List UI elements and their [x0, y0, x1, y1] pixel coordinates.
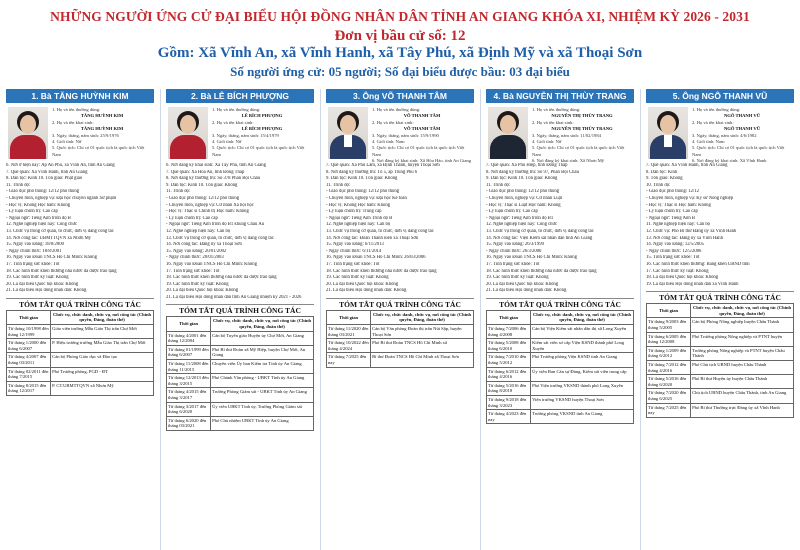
bio-line: 12. Nghề nghiệp hiện nay: Công chức [6, 222, 78, 228]
career-time: Từ tháng 4/2015 đến tháng 3/2017 [167, 388, 211, 402]
career-row [647, 346, 794, 360]
bio-line: - Giáo dục phổ thông: 12/12 phổ thông [166, 195, 240, 201]
candidate-column [166, 89, 314, 550]
career-role: Phó Chủ nhiệm UBKT Tỉnh ủy An Giang [211, 416, 314, 430]
photo-face [500, 115, 516, 134]
career-time: Từ tháng 5/2016 đến tháng 6/2020 [647, 375, 691, 389]
bio-line: 18. Các hình thức khen thưởng nhà nước đã được trao tặng [166, 275, 277, 281]
career-header-time: Thời gian [167, 317, 211, 331]
bio-line: 13. Chức vụ trong cơ quan, tổ chức, đơn vị đang công tác [326, 228, 434, 234]
career-role: Phó Bí thư Huyện ủy huyện Châu Thành [691, 375, 794, 389]
bio-line: 14. Nơi công tác: Đảng ủy xã Thoại Sơn [166, 242, 242, 248]
career-summary-title: TÓM TẮT QUÁ TRÌNH CÔNG TÁC [326, 298, 474, 310]
info-line: 2. Họ và tên khai sinh: [692, 119, 734, 125]
career-row [167, 374, 314, 388]
page-title: NHỮNG NGƯỜI ỨNG CỬ ĐẠI BIỂU HỘI ĐỒNG NHÂN DÂN TỈNH AN GIANG KHÓA XI, NHIỆM KỲ 2026 - 2031 [50, 9, 750, 24]
career-role: Cán bộ Tuyên giáo Huyện ủy Chợ Mới, An Giang [211, 331, 314, 345]
candidate-basic-info [212, 107, 312, 158]
candidate-counts: Số người ứng cử: 05 người; Số đại biểu được bầu: 03 đại biểu [230, 64, 570, 79]
photo-clothing [10, 135, 46, 159]
bio-line: - Giáo dục phổ thông: 12/12 phổ thông [486, 189, 560, 195]
info-line: NGÔ THANH VŨ [723, 113, 761, 119]
bio-line: - Ngoại ngữ: Tiếng Anh trình độ B1 [486, 215, 554, 221]
career-row [327, 339, 474, 353]
bio-line: 7. Quê quán: Xã Phú Hiệp, tỉnh Đồng Tháp [486, 163, 568, 168]
info-line: 3. Ngày, tháng, năm sinh: 25/9/1976 [52, 132, 119, 138]
candidate-basic-info [692, 107, 792, 165]
career-role: Phó Bí thư Thường trực Đảng ủy xã Vĩnh Hanh [691, 403, 794, 417]
career-time: Từ tháng 9/2018 đến tháng 3/2023 [487, 396, 531, 410]
bio-line: 15. Ngày vào Đảng: 18/8/2000 [6, 242, 64, 248]
bio-line: - Lý luận chính trị: Trung cấp [326, 209, 382, 215]
photo-face [20, 115, 36, 134]
bio-line: 17. Tình trạng sức khỏe: Tốt [6, 261, 60, 267]
career-row [7, 381, 154, 395]
bio-line: - Học vị: Thạc sĩ Chính trị Học hàm: Không [166, 209, 249, 215]
candidate-column [486, 89, 634, 550]
bio-line: 16. Ngày vào Đoàn TNCS Hồ Chí Minh: Không [6, 255, 97, 261]
career-time: Từ tháng 3/2017 đến tháng 6/2020 [167, 402, 211, 416]
candidate-heading: 5. Ông NGÔ THANH VŨ [646, 89, 794, 103]
bio-line: - Ngày chính thức: 26/3/2000 [486, 248, 542, 254]
career-row [647, 318, 794, 332]
career-row [167, 416, 314, 430]
info-line: NGUYỄN THỊ THÙY TRANG [551, 126, 613, 132]
bio-line: 20. Là đại biểu Quốc hội khóa: Không [326, 281, 399, 287]
bio-line: 17. Tình trạng sức khỏe: Tốt [326, 261, 380, 267]
career-row [647, 403, 794, 417]
career-time: Từ tháng 7/2012 đến tháng 4/2016 [647, 361, 691, 375]
career-summary-title: TÓM TẮT QUÁ TRÌNH CÔNG TÁC [486, 298, 634, 310]
bio-line: 14. Nơi công tác: Đoàn Thanh niên xã Thoại Sơn [326, 235, 419, 241]
bio-line: 19. Các hình thức kỷ luật: Không [166, 281, 229, 287]
info-line: 4. Giới tính: Nữ [52, 139, 82, 145]
career-table [486, 310, 634, 425]
bio-line: - Chuyên môn, nghiệp vụ: Cử nhân Luật [486, 195, 562, 201]
bio-line: - Giáo dục phổ thông: 12/12 phổ thông [6, 189, 80, 195]
bio-line: 8. Dân tộc: Kinh 10. Tôn giáo: Phật giáo [6, 176, 83, 182]
career-time: Từ tháng 6/2012 đến tháng 4/2016 [487, 367, 531, 381]
info-line: 1. Họ và tên thường dùng: [372, 107, 421, 112]
career-row [7, 325, 154, 339]
candidate-basic-info [372, 107, 472, 165]
bio-line: - Học vị: Không Học hàm: Không [326, 202, 391, 208]
candidate-heading: 4. Bà NGUYỄN THỊ THÙY TRANG [486, 89, 634, 103]
bio-line: 19. Các hình thức kỷ luật: Không [486, 275, 549, 281]
career-row [647, 361, 794, 375]
info-line: 3. Ngày, tháng, năm sinh: 15/9/1990 [372, 132, 439, 138]
info-line: TĂNG HUỲNH KIM [80, 113, 124, 119]
bio-line: 12. Nghề nghiệp hiện nay: Công chức [486, 222, 558, 228]
bio-line: 7. Quê quán: Xã Hòa An, tỉnh Đồng Tháp [166, 169, 245, 175]
career-row [487, 396, 634, 410]
candidate-photo [488, 107, 528, 159]
bio-line: 19. Là đại biểu Hội đồng nhân dân xã Vĩnh Hanh [646, 281, 739, 287]
bio-line: - Học vị: Thạc sĩ Học hàm: Không [646, 202, 711, 208]
career-time: Từ tháng 5/2016 đến tháng 8/2018 [487, 381, 531, 395]
info-line: 6. Nơi đăng ký khai sinh: Xã Hòa Hảo, tỉnh An Giang [372, 158, 472, 164]
career-row [7, 367, 154, 381]
info-line: 2. Họ và tên khai sinh: [212, 119, 254, 125]
photo-clothing [490, 135, 526, 159]
bio-line: 12. Nghề nghiệp hiện nay: Cán bộ [166, 228, 231, 234]
bio-line: 16. Các hình thức khen thưởng: Bằng khen UBND tỉnh [646, 261, 750, 267]
info-line: 4. Giới tính: Nam [692, 139, 725, 145]
candidate-profile [646, 107, 794, 164]
career-time: Từ tháng 10/2022 đến tháng 4/2024 [327, 339, 371, 353]
column-divider [480, 89, 481, 550]
info-line: 4. Giới tính: Nữ [532, 139, 562, 145]
bio-line: 9. Dân tộc: Kinh 10. Tôn giáo: Không [486, 176, 558, 182]
career-time: Từ tháng 11/2008 đến tháng 11/2015 [167, 360, 211, 374]
photo-shirt [344, 135, 352, 147]
candidate-biography [326, 163, 474, 295]
career-time: Từ tháng 5/2008 đến tháng 6/2010 [487, 339, 531, 353]
column-divider [160, 89, 161, 550]
info-line: 1. Họ và tên thường dùng: [692, 107, 741, 112]
candidate-profile [6, 107, 154, 161]
info-line: 1. Họ và tên thường dùng: [212, 107, 261, 112]
career-header-role: Chức vụ, chức danh, chức vụ, nơi công tác (Chính quyền, Đảng, đoàn thể) [51, 310, 154, 324]
career-role: Trưởng phòng VKSND tỉnh An Giang [531, 410, 634, 424]
candidate-biography [166, 163, 314, 301]
info-line: 5. Quốc tịch: Chỉ có 01 quốc tịch là quốc tịch Việt Nam [372, 145, 465, 157]
career-role: Cán bộ Viện Kiểm sát nhân dân thị xã Long Xuyên [531, 325, 634, 339]
bio-line: 19. Các hình thức kỷ luật: Không [6, 275, 69, 281]
bio-line: 14. Ngày vào Đảng: 12/5/2005 [646, 242, 704, 248]
career-header-time: Thời gian [647, 304, 691, 318]
bio-line: 11. Trình độ: [326, 182, 351, 188]
bio-line: 13. Nơi công tác: Đảng ủy xã Vĩnh Hanh [646, 235, 723, 241]
info-line: 6. Nơi đăng ký khai sinh: Xã Nhơn Mỹ [532, 158, 605, 164]
career-row [487, 381, 634, 395]
info-line: 5. Quốc tịch: Chỉ có 01 quốc tịch là quốc tịch Việt Nam [52, 145, 145, 157]
career-time: Từ tháng 7/2020 đến tháng 6/2025 [647, 389, 691, 403]
candidate-heading: 2. Bà LÊ BÍCH PHƯỢNG [166, 89, 314, 103]
career-time: Từ tháng 8/2015 đến tháng 12/2017 [7, 381, 51, 395]
career-row [647, 389, 794, 403]
bio-line: 7. Quê quán: Xã Vĩnh Hanh, tỉnh An Giang [646, 163, 728, 168]
career-header-time: Thời gian [7, 310, 51, 324]
bio-line: 16. Ngày vào Đoàn TNCS Hồ Chí Minh: Không [486, 255, 577, 261]
bio-line: 13. Chức vụ trong cơ quan, tổ chức, đơn vị đang công tác [6, 228, 114, 234]
career-role: Cán bộ Văn phòng Đoàn thị trấn Núi Sập, huyện Thoại Sơn [371, 325, 474, 339]
bio-line: 12. Chức vụ: Phó Bí thư Đảng ủy xã Vĩnh Hanh [646, 228, 737, 234]
bio-line: 18. Các hình thức khen thưởng nhà nước đã được trao tặng [486, 268, 597, 274]
column-divider [640, 89, 641, 550]
info-line: LÊ BÍCH PHƯỢNG [241, 113, 283, 119]
info-line: 2. Họ và tên khai sinh: [532, 119, 574, 125]
career-row [487, 410, 634, 424]
career-table [6, 310, 154, 396]
info-line: TĂNG HUỲNH KIM [80, 126, 124, 132]
career-row [167, 402, 314, 416]
career-role: Trưởng Phòng Giám sát - UBKT Tỉnh ủy An Giang [211, 388, 314, 402]
career-row [487, 339, 634, 353]
info-line: 3. Ngày, tháng, năm sinh: 11/02/1984 [532, 132, 601, 138]
bio-line: - Ngày chính thức: 20/01/2003 [166, 255, 224, 261]
career-row [7, 339, 154, 353]
career-row [167, 360, 314, 374]
career-summary-title: TÓM TẮT QUÁ TRÌNH CÔNG TÁC [166, 304, 314, 316]
candidate-biography [646, 163, 794, 288]
career-row [327, 353, 474, 367]
career-row [7, 353, 154, 367]
bio-line: 17. Tình trạng sức khỏe: Tốt [166, 268, 220, 274]
bio-line: 9. Dân tộc: Kinh 10. Tôn giáo: Không [166, 182, 238, 188]
bio-line: - Ngày chính thức: 12/5/2006 [646, 248, 702, 254]
career-role: Ủy viên Ban Cán sự Đảng, Kiểm sát viên trung cấp [531, 367, 634, 381]
career-role: Trưởng phòng Nông nghiệp và PTNT huyện Châu Thành [691, 346, 794, 360]
bio-line: 11. Nghề nghiệp hiện nay: Cán bộ [646, 222, 711, 228]
career-role: Chủ tịch UBND huyện Châu Thành, tỉnh An Giang [691, 389, 794, 403]
career-time: Từ tháng 7/2025 đến nay [647, 403, 691, 417]
photo-shirt [664, 135, 672, 147]
bio-line: - Ngày chính thức: 6/11/2014 [326, 248, 382, 254]
bio-line: 17. Các hình thức kỷ luật: Không [646, 268, 709, 274]
career-time: Từ tháng 10/1998 đến tháng 12/1999 [7, 325, 51, 339]
info-line: 3. Ngày, tháng, năm sinh: 15/4/1979 [212, 132, 279, 138]
career-time: Từ tháng 1/2000 đến tháng 6/2007 [7, 339, 51, 353]
career-time: Từ tháng 7/2025 đến nay [327, 353, 371, 367]
bio-line: - Chuyên môn, nghiệp vụ: Kỹ sư Nông nghiệp [646, 195, 734, 201]
career-header-role: Chức vụ, chức danh, chức vụ, nơi công tác (Chính quyền, Đảng, đoàn thể) [531, 310, 634, 324]
info-line: VÕ THANH TÂM [403, 113, 441, 119]
career-time: Từ tháng 4/2023 đến nay [487, 410, 531, 424]
bio-line: - Chuyên môn, nghiệp vụ: Đại học chuyên ngành Sư phạm [6, 195, 117, 201]
bio-line: - Lý luận chính trị: Cao cấp [486, 209, 538, 215]
bio-line: - Giáo dục phổ thông: 12/12 [646, 189, 699, 195]
bio-line: 12. Nghề nghiệp hiện nay: Cán bộ [326, 222, 391, 228]
career-row [487, 353, 634, 367]
bio-line: 14. Nơi công tác: Viện Kiểm sát nhân dân tỉnh An Giang [486, 235, 593, 241]
candidate-column [326, 89, 474, 550]
candidate-photo [648, 107, 688, 159]
bio-line: 7. Quê quán: Xã Vĩnh Hanh, tỉnh An Giang [6, 169, 88, 175]
bio-line: 21. Là đại biểu Hội đồng nhân dân: Không [326, 288, 407, 294]
career-time: Từ tháng 02/2011 đến tháng 7/2015 [7, 367, 51, 381]
candidate-heading: 1. Bà TĂNG HUỲNH KIM [6, 89, 154, 103]
career-header-role: Chức vụ, chức danh, chức vụ, nơi công tác (Chính quyền, Đảng, đoàn thể) [691, 304, 794, 318]
candidate-profile [166, 107, 314, 161]
bio-line: 17. Tình trạng sức khỏe: Tốt [486, 261, 540, 267]
bio-line: 20. Là đại biểu Quốc hội khóa: Không [486, 281, 559, 287]
career-time: Từ tháng 9/2003 đến tháng 5/2005 [647, 318, 691, 332]
career-time: Từ tháng 6/2005 đến tháng 12/2008 [647, 332, 691, 346]
bio-line: 13. Chức vụ trong cơ quan, tổ chức, đơn vị đang công tác [166, 235, 274, 241]
career-row [647, 332, 794, 346]
bio-line: - Học vị: Thạc sĩ Luật Học hàm: Không [486, 202, 561, 208]
bio-line: - Ngoại ngữ: Tiếng Anh trình độ B1 khung Châu Âu [166, 222, 265, 228]
bio-line: - Giáo dục phổ thông: 12/12 phổ thông [326, 189, 400, 195]
career-time: Từ tháng 01/1999 đến tháng 6/2007 [167, 345, 211, 359]
bio-line: 18. Là đại biểu Quốc hội khóa: Không [646, 275, 719, 281]
photo-face [180, 115, 196, 134]
career-role: P. Hiệu trưởng trường Mẫu Giáo Thị trấn Chợ Mới [51, 339, 154, 353]
career-summary-title: TÓM TẮT QUÁ TRÌNH CÔNG TÁC [646, 291, 794, 303]
bio-line: - Lý luận chính trị: Cao cấp [166, 215, 218, 221]
bio-line: - Ngoại ngữ: Tiếng Anh trình độ B [6, 215, 71, 221]
bio-line: 11. Trình độ: [6, 182, 31, 188]
bio-line: - Ngày chính thức: 18/8/2001 [6, 248, 62, 254]
career-header-role: Chức vụ, chức danh, chức vụ, nơi công tác (Chính quyền, Đảng, đoàn thể) [371, 310, 474, 324]
career-role: Viện trưởng VKSND huyện Thoại Sơn [531, 396, 634, 410]
career-time: Từ tháng 7/2010 đến tháng 5/2012 [487, 353, 531, 367]
info-line: NGUYỄN THỊ THÙY TRANG [551, 113, 613, 119]
bio-line: 8. Dân tộc: Kinh [646, 169, 678, 175]
career-summary-title: TÓM TẮT QUÁ TRÌNH CÔNG TÁC [6, 298, 154, 310]
career-header-time: Thời gian [487, 310, 531, 324]
career-role: Phó Chủ tịch UBND huyện Châu Thành [691, 361, 794, 375]
bio-line: - Lý luận chính trị: Cao cấp [6, 209, 58, 215]
career-role: Phó Chánh Văn phòng - UBKT Tỉnh ủy An Giang [211, 374, 314, 388]
career-role: Phó Trưởng phòng Nông nghiệp và PTNT huyện [691, 332, 794, 346]
bio-line: 20. Là đại biểu Quốc hội khóa: Không [166, 288, 239, 294]
career-header-time: Thời gian [327, 310, 371, 324]
bio-line: - Ngoại ngữ: Tiếng Anh B [646, 215, 696, 221]
career-time: Từ tháng 1/2009 đến tháng 6/2012 [647, 346, 691, 360]
candidate-column [646, 89, 794, 550]
bio-line: 14. Nơi công tác: UBMTTQVN xã Nhơn Mỹ [6, 235, 92, 241]
career-time: Từ tháng 12/2013 đến tháng 3/2015 [167, 374, 211, 388]
info-line: 5. Quốc tịch: Chỉ có 01 quốc tịch là quốc tịch Việt Nam [692, 145, 785, 157]
bio-line: 16. Ngày vào Đoàn TNCS Hồ Chí Minh: Không [166, 261, 257, 267]
career-time: Từ tháng 4/2007 đến tháng 03/2011 [7, 353, 51, 367]
career-time: Từ tháng 7/2006 đến tháng 4/2008 [487, 325, 531, 339]
bio-line: 21. Là đại biểu Hội đồng nhân dân: Không [486, 288, 567, 294]
career-role: Chuyên viên Ủy ban Kiểm tra Tỉnh ủy An Giang [211, 360, 314, 374]
career-row [487, 367, 634, 381]
bio-line: 13. Chức vụ trong cơ quan, tổ chức, đơn vị đang công tác [486, 228, 594, 234]
career-time: Từ tháng 11/2020 đến tháng 03/2021 [327, 325, 371, 339]
career-role: Giáo viên trường Mẫu Giáo Thị trấn Chợ Mới [51, 325, 154, 339]
candidate-column [6, 89, 154, 550]
bio-line: 16. Ngày vào Đoàn TNCS Hồ Chí Minh: 26/03/2006 [326, 255, 426, 261]
bio-line: - Chuyên môn, nghiệp vụ: Đại học Kế toán [326, 195, 407, 201]
bio-line: - Lý luận chính trị: Cao cấp [646, 209, 698, 215]
candidate-photo [328, 107, 368, 159]
career-role: Cán bộ Phòng Giáo dục và Đào tạo [51, 353, 154, 367]
bio-line: 21. Là đại biểu Hội đồng nhân dân: Không [6, 288, 87, 294]
page-header [0, 0, 800, 80]
info-line: LÊ BÍCH PHƯỢNG [241, 126, 283, 132]
career-role: P. CT.UBMTTQVN xã Nhơn Mỹ [51, 381, 154, 395]
electoral-communes: Gồm: Xã Vĩnh An, xã Vĩnh Hanh, xã Tây Phú, xã Định Mỹ và xã Thoại Sơn [157, 45, 643, 61]
info-line: 4. Giới tính: Nữ [212, 139, 242, 145]
info-line: 3. Ngày, tháng, năm sinh: 4/6/1982 [692, 132, 757, 138]
bio-line: 15. Tình trạng sức khỏe: Tốt [646, 255, 700, 261]
bio-line: 15. Ngày vào Đảng: 6/11/2013 [326, 242, 384, 248]
info-line: 5. Quốc tịch: Chỉ có 01 quốc tịch là quốc tịch Việt Nam [212, 145, 305, 157]
career-time: Từ tháng 4/2001 đến tháng 12/2004 [167, 331, 211, 345]
bio-line: 8. Nơi đăng ký thường trú: Tổ 5, ấp Trung Phú 6 [326, 169, 418, 175]
career-row [167, 345, 314, 359]
career-role: Kiểm sát viên sơ cấp Viện KSND thành phố Long Xuyên [531, 339, 634, 353]
info-line: 6. Nơi đăng ký khai sinh: Xã Vĩnh Hanh [692, 158, 767, 164]
bio-line: - Chuyên môn, nghiệp vụ: Cử nhân Xã hội học [166, 202, 254, 208]
career-role: Phó Trưởng phòng Viện KSND tỉnh An Giang [531, 353, 634, 367]
bio-line: 15. Ngày vào Đảng: 20/01/2002 [166, 248, 227, 254]
bio-line: 10. Trình độ: [646, 182, 671, 188]
column-divider [320, 89, 321, 550]
candidate-profile [486, 107, 634, 164]
career-time: Từ tháng 6/2020 đến tháng 03/2021 [167, 416, 211, 430]
info-line: 1. Họ và tên thường dùng: [532, 107, 581, 112]
electoral-unit: Đơn vị bầu cử số: 12 [334, 28, 466, 44]
bio-line: 9. Tôn giáo: Không [646, 176, 683, 182]
candidate-basic-info [52, 107, 152, 158]
career-header-role: Chức vụ, chức danh, chức vụ, nơi công tác (Chính quyền, Đảng, đoàn thể) [211, 317, 314, 331]
info-line: 2. Họ và tên khai sinh: [372, 119, 414, 125]
info-line: 2. Họ và tên khai sinh: [52, 119, 94, 125]
career-table [646, 303, 794, 418]
bio-line: 11. Trình độ: [486, 182, 511, 188]
career-role: Phó Viện trưởng VKSND thành phố Long Xuyên [531, 381, 634, 395]
candidate-biography [6, 163, 154, 295]
bio-line: 8. Nơi đăng ký thường trú: Số 378 Phan Bội Châu [166, 176, 261, 182]
career-row [327, 325, 474, 339]
bio-line: 19. Các hình thức kỷ luật: Không [326, 275, 389, 281]
bio-line: 18. Các hình thức khen thưởng nhà nước đã được trao tặng [326, 268, 437, 274]
career-role: Cán bộ Phòng Nông nghiệp huyện Châu Thành [691, 318, 794, 332]
candidate-photo [168, 107, 208, 159]
bio-line: 7. Quê quán: Xã Phú Lâm, xã Định Thành, huyện Thoại Sơn [326, 163, 440, 168]
candidate-heading: 3. Ông VÕ THANH TÂM [326, 89, 474, 103]
photo-face [660, 115, 676, 134]
career-role: Ủy viên UBKT Tỉnh ủy, Trưởng Phòng Giám sát [211, 402, 314, 416]
bio-line: 20. Là đại biểu Quốc hội khóa: Không [6, 281, 79, 287]
info-line: 4. Giới tính: Nam [372, 139, 405, 145]
info-line: 1. Họ và tên thường dùng: [52, 107, 101, 112]
bio-line: 21. Là đại biểu Hội đồng nhân dân tỉnh An Giang nhiệm kỳ 2021 - 2026 [166, 294, 302, 300]
career-table [326, 310, 474, 368]
candidate-basic-info [532, 107, 632, 165]
info-line: NGÔ THANH VŨ [723, 126, 761, 132]
bio-line: 18. Các hình thức khen thưởng nhà nước đã được trao tặng [6, 268, 117, 274]
career-table [166, 316, 314, 431]
career-role: Phó Trưởng phòng, PGD - ĐT [51, 367, 154, 381]
candidate-photo [8, 107, 48, 159]
photo-face [340, 115, 356, 134]
bio-line: - Học vị: Không Học hàm: Không [6, 202, 71, 208]
bio-line: 8. Nơi đăng ký thường trú: Số 97, Phan Bội Châu [486, 169, 579, 175]
candidate-profile [326, 107, 474, 164]
bio-line: - Ngoại ngữ: Tiếng Anh Trình độ B [326, 215, 393, 221]
career-row [167, 388, 314, 402]
bio-line: 11. Trình độ: [166, 189, 191, 195]
candidate-biography [486, 163, 634, 295]
career-row [487, 325, 634, 339]
info-line: VÕ THANH TÂM [403, 126, 441, 132]
career-row [167, 331, 314, 345]
career-role: Phó Bí thư Đoàn xã Mỹ Hiệp, huyện Chợ Mới, An Giang [211, 345, 314, 359]
bio-line: 9. Dân tộc: Kinh 10. Tôn giáo: Không [326, 176, 398, 182]
photo-clothing [170, 135, 206, 159]
career-row [647, 375, 794, 389]
bio-line: 6. Nơi ở hiện nay: Ấp An Phú, xã Vĩnh An, tỉnh An Giang [6, 163, 115, 168]
career-role: Bí thư Đoàn TNCS Hồ Chí Minh xã Thoại Sơn [371, 353, 474, 367]
career-role: Phó Bí thư Đoàn TNCS Hồ Chí Minh xã [371, 339, 474, 353]
info-line: 5. Quốc tịch: Chỉ có 01 quốc tịch là quốc tịch Việt Nam [532, 145, 625, 157]
bio-line: 6. Nơi đăng ký khai sinh: Xã Tây Phú, tỉnh An Giang [166, 163, 266, 168]
bio-line: 15. Ngày vào Đảng: 26/3/1999 [486, 242, 544, 248]
